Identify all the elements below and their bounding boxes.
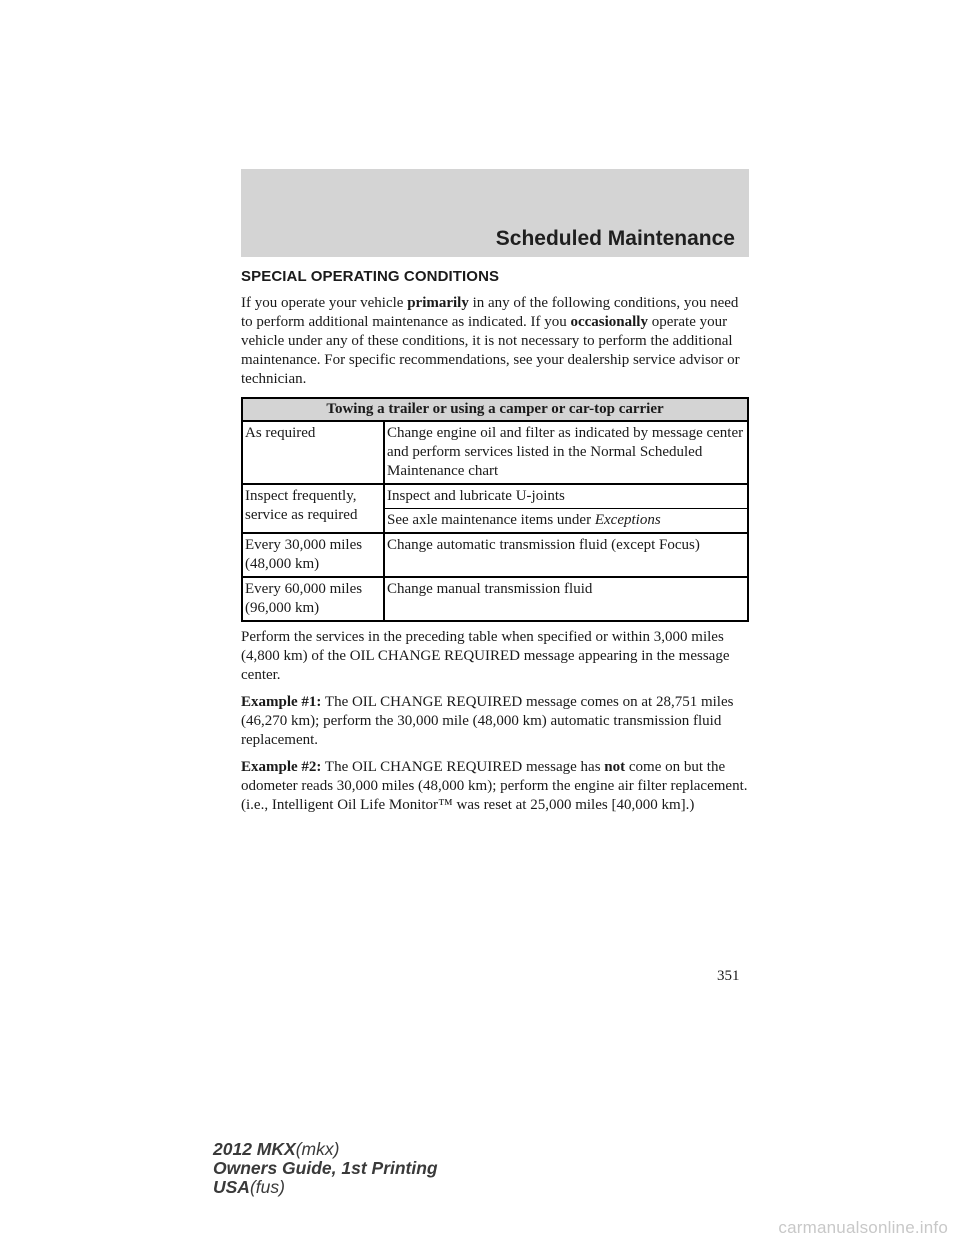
example-2-bold-not: not [604, 759, 626, 775]
footer-line-1 [213, 1140, 438, 1159]
example-1-label: Example #1: [241, 694, 322, 710]
action-text: See axle maintenance items under [387, 512, 595, 528]
footer-model-code: (mkx) [295, 1139, 340, 1159]
after-table-paragraph: Perform the services in the preceding table when specified or within 3,000 miles (4,800 km) of the OIL CHANGE REQUIRED message appearing in the message center. [241, 629, 730, 683]
example-1-text: The OIL CHANGE REQUIRED message comes on at 28,751 miles (46,270 km); perform the 30,000 mile (48,000 km) automatic transmission fluid replacement. [241, 694, 734, 748]
footer-model: 2012 MKX [213, 1139, 296, 1159]
intro-text-3: operate your vehicle under any of these conditions, it is not necessary to perform the additional maintenance. For specific recommendations, see your dealership service advisor or technician. [241, 314, 740, 387]
table-header-row [242, 398, 748, 421]
example-1-paragraph [241, 693, 749, 750]
header-bar [241, 169, 749, 257]
example-2-text-2: come on but the odometer reads 30,000 miles (48,000 km); perform the engine air filter replacement. (i.e., Intelligent Oil Life Monitor™ was reset at 25,000 miles [40,000 km].) [241, 759, 748, 813]
intro-paragraph [241, 294, 749, 389]
table-row [242, 484, 748, 509]
footer-market: USA [213, 1177, 250, 1197]
example-2-text-1: The OIL CHANGE REQUIRED message has [321, 759, 605, 775]
footer-line-2 [213, 1159, 438, 1178]
exceptions-ref: Exceptions [594, 512, 661, 528]
table-cell-when: As required [242, 421, 384, 484]
intro-text-2: in any of the following conditions, you need to perform additional maintenance as indicated. If you [241, 295, 739, 330]
table-title: Towing a trailer or using a camper or car-top carrier [242, 398, 748, 421]
page-content [241, 267, 749, 823]
page-number: 351 [717, 968, 740, 984]
table-cell-when: Every 60,000 miles (96,000 km) [242, 577, 384, 621]
watermark: carmanualsonline.info [778, 1218, 948, 1237]
footer-imprint [213, 1140, 438, 1197]
table-row [242, 421, 748, 484]
table-cell-action: Change manual transmission fluid [384, 577, 748, 621]
table-cell-action: Inspect and lubricate U-joints [384, 484, 748, 509]
table-cell-action [384, 509, 748, 534]
section-heading: SPECIAL OPERATING CONDITIONS [241, 268, 500, 285]
page-title: Scheduled Maintenance [495, 227, 735, 250]
table-cell-action: Change automatic transmission fluid (except Focus) [384, 533, 748, 577]
example-2-paragraph [241, 758, 749, 815]
intro-bold-primarily: primarily [407, 295, 469, 311]
table-cell-when: Inspect frequently, service as required [242, 484, 384, 533]
table-row [242, 577, 748, 621]
footer-printing: Owners Guide, 1st Printing [213, 1158, 438, 1178]
table-cell-when: Every 30,000 miles (48,000 km) [242, 533, 384, 577]
intro-text-1: If you operate your vehicle [241, 295, 408, 311]
footer-line-3 [213, 1178, 438, 1197]
example-2-label: Example #2: [241, 759, 322, 775]
intro-bold-occasionally: occasionally [570, 314, 648, 330]
maintenance-table [241, 397, 749, 622]
table-cell-action: Change engine oil and filter as indicated by message center and perform services listed in the Normal Scheduled Maintenance chart [384, 421, 748, 484]
table-row [242, 533, 748, 577]
footer-market-code: (fus) [249, 1177, 285, 1197]
